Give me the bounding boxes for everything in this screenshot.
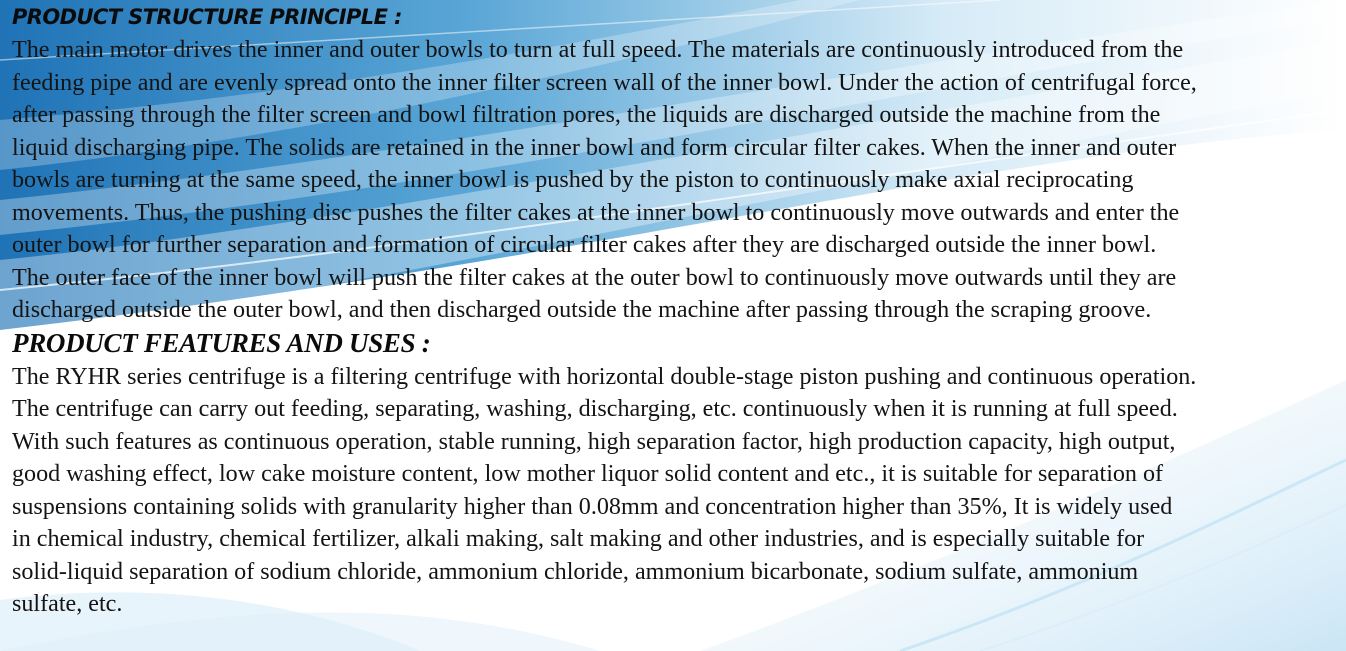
paragraph-line: The outer face of the inner bowl will push the filter cakes at the outer bowl to continuously move outwards until they are — [12, 264, 1177, 291]
paragraph-line: discharged outside the outer bowl, and then discharged outside the machine after passing through the scraping groove. — [12, 297, 1152, 323]
paragraph-line: solid-liquid separation of sodium chloride, ammonium chloride, ammonium bicarbonate, sodium sulfate, ammonium — [12, 558, 1139, 585]
section-heading-features-and-uses: PRODUCT FEATURES AND USES : — [12, 327, 431, 358]
paragraph-line: suspensions containing solids with granularity higher than 0.08mm and concentration higher than 35%, It is widely used — [12, 493, 1173, 520]
paragraph-line: The RYHR series centrifuge is a filtering centrifuge with horizontal double-stage piston pushing and continuous operation. — [12, 363, 1197, 390]
paragraph-line: outer bowl for further separation and formation of circular filter cakes after they are discharged outside the inner bowl. — [12, 232, 1157, 258]
paragraph-line: bowls are turning at the same speed, the inner bowl is pushed by the piston to continuously make axial reciprocating — [12, 167, 1134, 193]
paragraph-line: The main motor drives the inner and outer bowls to turn at full speed. The materials are continuously introduced from the — [12, 37, 1184, 63]
paragraph-line: The centrifuge can carry out feeding, separating, washing, discharging, etc. continuously when it is running at full speed. — [12, 396, 1178, 422]
paragraph-line: feeding pipe and are evenly spread onto the inner filter screen wall of the inner bowl. Under the action of centrifugal force, — [12, 69, 1197, 96]
paragraph-line: good washing effect, low cake moisture content, low mother liquor solid content and etc., it is suitable for separation of — [12, 461, 1164, 487]
paragraph-line: in chemical industry, chemical fertilizer, alkali making, salt making and other industries, and is especially suitable for — [12, 526, 1145, 552]
paragraph-line: after passing through the filter screen and bowl filtration pores, the liquids are discharged outside the machine from the — [12, 102, 1161, 128]
section-heading-structure-principle: PRODUCT STRUCTURE PRINCIPLE : — [12, 5, 402, 29]
paragraph-line: sulfate, etc. — [12, 591, 123, 617]
paragraph-structure-principle — [12, 34, 1342, 327]
text-content — [12, 0, 1342, 621]
paragraph-line: movements. Thus, the pushing disc pushes the filter cakes at the inner bowl to continuously move outwards and enter the — [12, 199, 1180, 226]
paragraph-line: liquid discharging pipe. The solids are retained in the inner bowl and form circular filter cakes. When the inner and outer — [12, 134, 1177, 161]
paragraph-features-and-uses — [12, 361, 1342, 621]
paragraph-line: With such features as continuous operation, stable running, high separation factor, high production capacity, high output, — [12, 428, 1176, 455]
